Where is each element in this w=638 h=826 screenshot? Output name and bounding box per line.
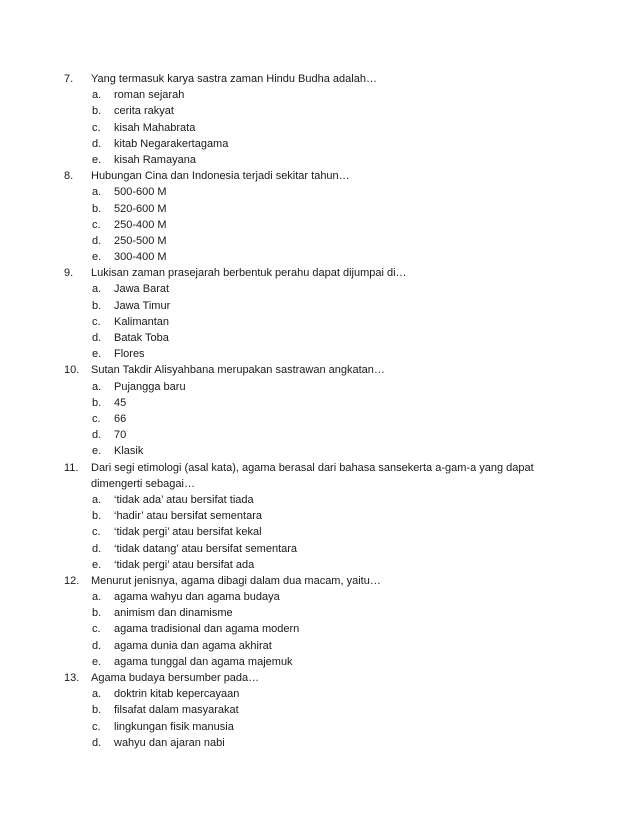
question-text: Yang termasuk karya sastra zaman Hindu Budha adalah…: [91, 73, 377, 85]
option-letter: a.: [92, 89, 102, 102]
option-text: agama dunia dan agama akhirat: [114, 639, 272, 652]
option-text: Batak Toba: [114, 332, 169, 345]
option-letter: a.: [92, 186, 102, 199]
answer-option: [0, 557, 638, 573]
option-text: agama wahyu dan agama budaya: [114, 591, 280, 604]
answer-option: [0, 330, 638, 346]
option-text: kisah Ramayana: [114, 153, 196, 166]
option-text: 500-600 M: [114, 186, 167, 199]
answer-option: [0, 654, 638, 670]
option-letter: e.: [92, 558, 102, 571]
answer-option: [0, 702, 638, 718]
answer-option: [0, 735, 638, 751]
option-text: doktrin kitab kepercayaan: [114, 688, 240, 701]
option-text: agama tunggal dan agama majemuk: [114, 655, 293, 668]
option-letter: c.: [92, 413, 101, 425]
option-text: 250-500 M: [114, 234, 167, 247]
question-row: [0, 460, 638, 492]
answer-option: [0, 298, 638, 314]
question-text: Sutan Takdir Alisyahbana merupakan sastrawan angkatan…: [91, 364, 385, 377]
question-number: 10.: [64, 364, 80, 377]
question-number: 12.: [64, 574, 80, 587]
answer-option: [0, 379, 638, 395]
answer-option: [0, 427, 638, 443]
answer-option: [0, 233, 638, 249]
option-text: wahyu dan ajaran nabi: [114, 736, 225, 749]
option-text: lingkungan fisik manusia: [114, 720, 234, 733]
question-number: 9.: [64, 267, 74, 280]
option-letter: d.: [92, 137, 102, 150]
question-number: 13.: [64, 672, 80, 685]
option-text: ‘tidak pergi’ atau bersifat ada: [114, 558, 255, 571]
question-number: 7.: [64, 73, 74, 85]
question-item: [0, 573, 638, 670]
option-text: 250-400 M: [114, 218, 167, 231]
option-list: [0, 281, 638, 362]
option-letter: c.: [92, 526, 101, 539]
answer-option: [0, 136, 638, 152]
option-letter: b.: [92, 607, 102, 620]
answer-option: [0, 524, 638, 540]
answer-option: [0, 395, 638, 411]
option-letter: e.: [92, 348, 102, 361]
answer-option: [0, 411, 638, 427]
option-text: roman sejarah: [114, 89, 185, 102]
answer-option: [0, 152, 638, 168]
option-text: 45: [114, 396, 127, 409]
option-letter: b.: [92, 299, 102, 312]
answer-option: [0, 217, 638, 233]
question-text: Menurut jenisnya, agama dibagi dalam dua macam, yaitu…: [91, 574, 381, 587]
option-text: ‘tidak ada’ atau bersifat tiada: [114, 493, 254, 506]
answer-option: [0, 541, 638, 557]
question-item: [0, 168, 638, 265]
option-letter: b.: [92, 704, 102, 717]
option-text: Pujangga baru: [114, 380, 186, 393]
option-list: [0, 589, 638, 670]
option-letter: d.: [92, 542, 102, 555]
answer-option: [0, 249, 638, 265]
answer-option: [0, 314, 638, 330]
question-row: [0, 362, 638, 378]
option-letter: d.: [92, 429, 102, 442]
answer-option: [0, 120, 638, 136]
option-letter: d.: [92, 736, 102, 749]
answer-option: [0, 346, 638, 362]
option-letter: a.: [92, 688, 102, 701]
question-item: [0, 265, 638, 362]
option-text: 66: [114, 413, 127, 425]
option-text: Jawa Timur: [114, 299, 171, 312]
question-list: [0, 71, 638, 751]
option-letter: b.: [92, 510, 102, 523]
option-text: 300-400 M: [114, 251, 167, 264]
option-letter: a.: [92, 591, 102, 604]
option-letter: a.: [92, 493, 102, 506]
option-list: [0, 87, 638, 168]
option-text: ‘tidak datang’ atau bersifat sementara: [114, 542, 298, 555]
option-text: 70: [114, 429, 127, 442]
option-letter: c.: [92, 218, 101, 231]
option-letter: e.: [92, 153, 102, 166]
answer-option: [0, 508, 638, 524]
option-letter: e.: [92, 655, 102, 668]
answer-option: [0, 87, 638, 103]
option-text: Klasik: [114, 445, 144, 458]
question-row: [0, 573, 638, 589]
option-letter: d.: [92, 332, 102, 345]
option-letter: e.: [92, 445, 102, 458]
option-text: 520-600 M: [114, 202, 167, 215]
option-text: Jawa Barat: [114, 283, 170, 296]
answer-option: [0, 103, 638, 119]
option-text: kitab Negarakertagama: [114, 137, 229, 150]
answer-option: [0, 201, 638, 217]
question-row: [0, 265, 638, 281]
answer-option: [0, 492, 638, 508]
question-text: Dari segi etimologi (asal kata), agama berasal dari bahasa sansekerta a-gam-a yang dapat dimengerti sebagai…: [91, 461, 534, 490]
answer-option: [0, 638, 638, 654]
question-row: [0, 670, 638, 686]
option-list: [0, 492, 638, 573]
option-text: Kalimantan: [114, 315, 170, 328]
option-letter: c.: [92, 121, 101, 134]
question-item: [0, 362, 638, 459]
question-text: Hubungan Cina dan Indonesia terjadi sekitar tahun…: [91, 170, 350, 183]
option-letter: e.: [92, 251, 102, 264]
question-text: Agama budaya bersumber pada…: [91, 672, 260, 685]
option-list: [0, 379, 638, 460]
answer-option: [0, 719, 638, 735]
question-number: 11.: [64, 461, 79, 474]
option-text: agama tradisional dan agama modern: [114, 623, 300, 636]
option-text: kisah Mahabrata: [114, 121, 196, 134]
question-item: [0, 460, 638, 573]
option-letter: c.: [92, 720, 101, 733]
answer-option: [0, 184, 638, 200]
question-number: 8.: [64, 170, 74, 183]
option-text: Flores: [114, 348, 145, 361]
answer-option: [0, 686, 638, 702]
option-list: [0, 184, 638, 265]
question-item: [0, 71, 638, 168]
option-text: ‘tidak pergi’ atau bersifat kekal: [114, 526, 262, 539]
option-letter: c.: [92, 623, 101, 636]
answer-option: [0, 589, 638, 605]
option-text: animism dan dinamisme: [114, 607, 233, 620]
question-text: Lukisan zaman prasejarah berbentuk perahu dapat dijumpai di…: [91, 267, 407, 280]
question-row: [0, 71, 638, 87]
answer-option: [0, 605, 638, 621]
answer-option: [0, 443, 638, 459]
option-letter: d.: [92, 639, 102, 652]
option-list: [0, 686, 638, 751]
option-letter: c.: [92, 315, 101, 328]
option-letter: b.: [92, 105, 102, 118]
question-row: [0, 168, 638, 184]
option-letter: a.: [92, 380, 102, 393]
option-text: ‘hadir’ atau bersifat sementara: [114, 510, 262, 523]
answer-option: [0, 621, 638, 637]
option-letter: a.: [92, 283, 102, 296]
answer-option: [0, 281, 638, 297]
question-item: [0, 670, 638, 751]
option-text: filsafat dalam masyarakat: [114, 704, 239, 717]
option-letter: b.: [92, 202, 102, 215]
option-letter: d.: [92, 234, 102, 247]
option-text: cerita rakyat: [114, 105, 174, 118]
option-letter: b.: [92, 396, 102, 409]
